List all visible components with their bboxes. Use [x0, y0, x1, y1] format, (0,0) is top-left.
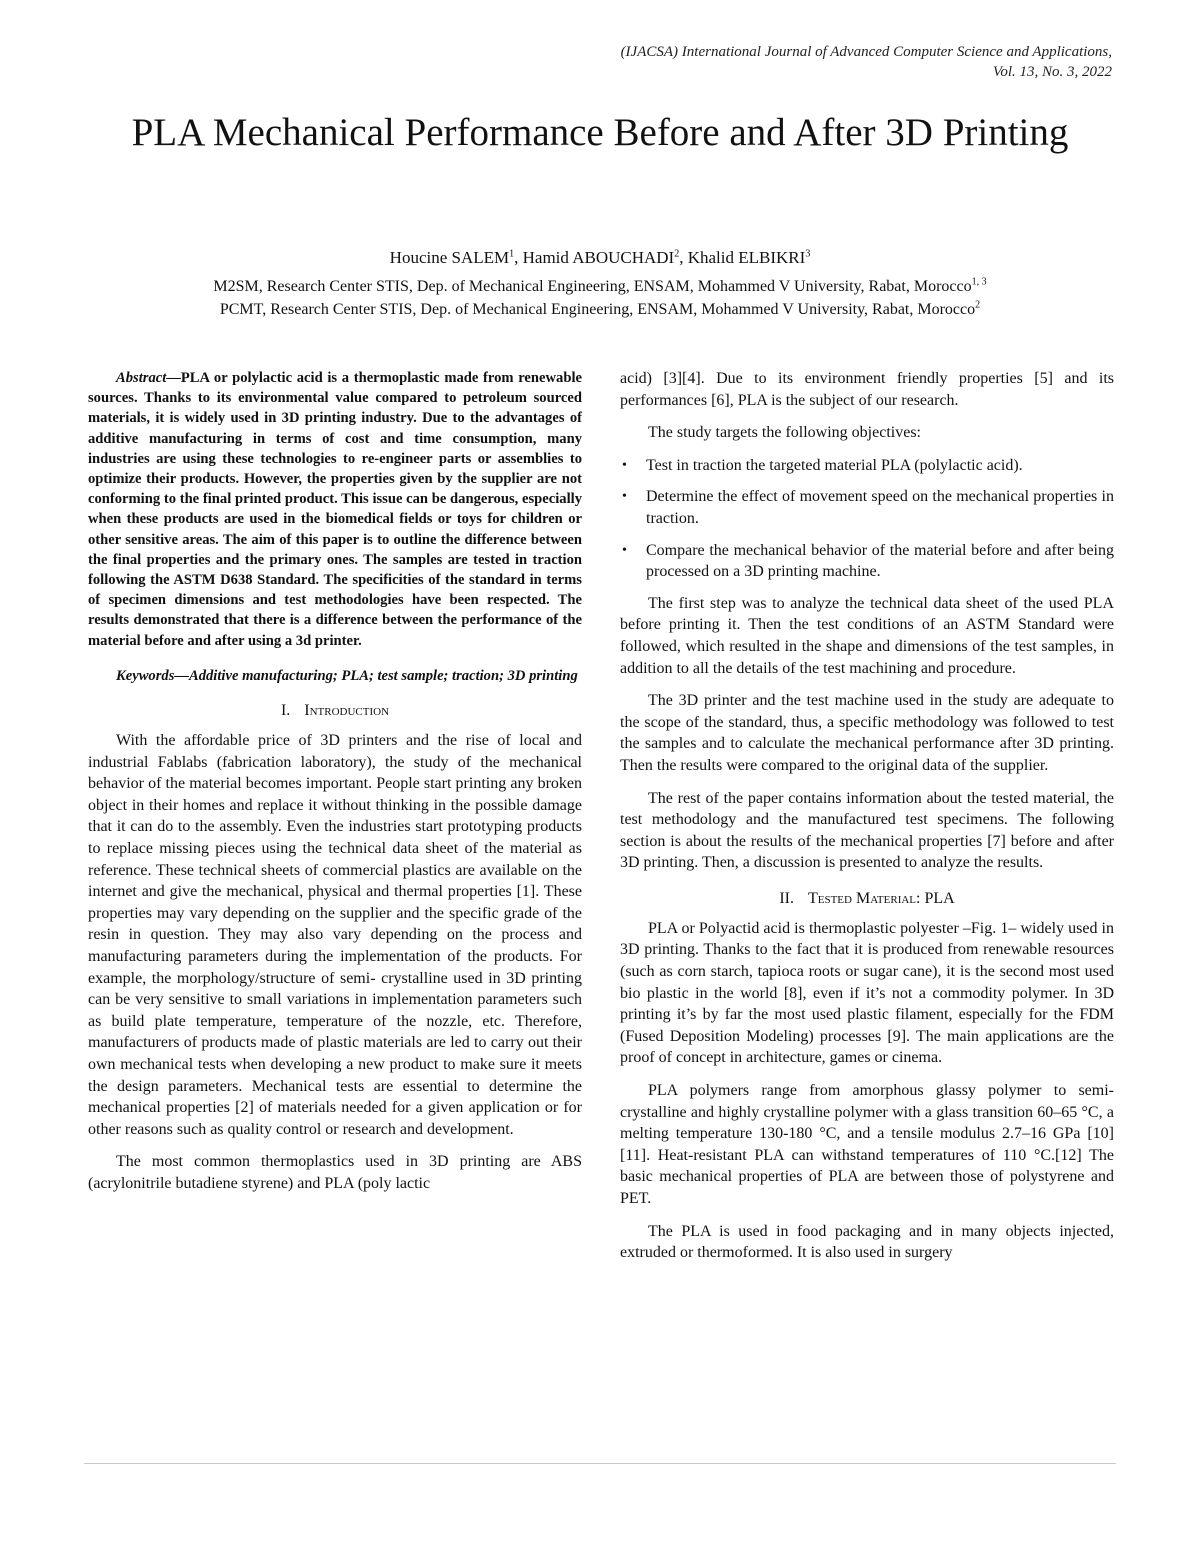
intro-paragraph-2-continued: acid) [3][4]. Due to its environment friendly properties [5] and its performances [6], PLA is the subject of our research.: [620, 370, 1114, 409]
author-list: [90, 246, 1110, 270]
intro-paragraph-5: The rest of the paper contains information about the tested material, the test methodology and the manufactured test specimens. The following section is about the results of the mechanical properties [7] before and after 3D printing. Then, a discussion is presented to analyze the results.: [620, 789, 1114, 872]
journal-name: (IJACSA) International Journal of Advanced Computer Science and Applications,: [620, 44, 1112, 60]
section-heading-introduction: [88, 700, 582, 722]
list-item: [620, 455, 1114, 477]
section-number: I.: [280, 702, 291, 720]
author-affiliation-mark: 1: [509, 248, 515, 260]
intro-paragraph-1: With the affordable price of 3D printers and the rise of local and industrial Fablabs (fabrication laboratory), the study of the mechanical behavior of the material becomes important. People start printing any broken object in their homes and replace it without thinking in the possible damage that it can do to the assembly. Even the industries start prototyping products to replace missing pieces using the technical data sheet of the material as reference. These technical sheets of commercial plastics are available on the internet and give the mechanical, physical and thermal properties [1]. These properties may vary depending on the supplier and the specific grade of the resin in question. They may also vary depending on the process and manufacturing parameters during the implementation of the products. For example, the morphology/structure of semi- crystalline used in 3D printing can be very sensitive to small variations in implementation parameters such as build plate temperature, temperature of the nozzle, etc. Therefore, manufacturers of products made of plastic materials are led to carry out their own mechanical tests when developing a new product to make sure it meets the design parameters. Mechanical tests are essential to determine the mechanical properties [2] of materials needed for a given application or for other reasons such as quality control or research and development.: [88, 732, 582, 1138]
author-name: Hamid ABOUCHADI: [522, 248, 675, 267]
material-paragraph-1: PLA or Polyactid acid is thermoplastic polyester –Fig. 1– widely used in 3D printing. Thanks to the fact that it is produced from renewable resources (such as corn starch, tapioca roots or sugar cane), it is the second most used bio plastic in the world [8], even if it’s not a commodity polymer. In 3D printing it’s by far the most used plastic filament, especially for the FDM (Fused Deposition Modeling) processes [9]. The main applications are the proof of concept in architecture, games or cinema.: [620, 919, 1114, 1067]
author-separator: ,: [514, 248, 523, 267]
left-column: [88, 368, 582, 1206]
abstract: [88, 368, 582, 651]
author-affiliation-mark: 3: [805, 248, 811, 260]
affiliation-1: [90, 276, 1110, 298]
list-item: [620, 486, 1114, 529]
keywords-text: Additive manufacturing; PLA; test sample; traction; 3D printing: [188, 667, 578, 684]
bullet-icon: •: [622, 489, 627, 505]
right-column: [620, 368, 1114, 1275]
intro-paragraph-3: The first step was to analyze the technical data sheet of the used PLA before printing it. Then the test conditions of an ASTM Standard were followed, which resulted in the shape and dimensions of the test samples, in addition to all the details of the test machining and procedure.: [620, 594, 1114, 677]
author-name: Houcine SALEM: [389, 248, 510, 267]
material-paragraph-2: PLA polymers range from amorphous glassy polymer to semi-crystalline and highly crystalline polymer with a glass transition 60–65 °C, a melting temperature 130-180 °C, and a tensile modulus 2.7–16 GPa [10][11]. Heat-resistant PLA can withstand temperatures of 110 °C.[12] The basic mechanical properties of PLA are between those of polystyrene and PET.: [620, 1082, 1114, 1207]
list-item-text: Test in traction the targeted material PLA (polylactic acid).: [646, 456, 1023, 474]
abstract-text: PLA or polylactic acid is a thermoplastic made from renewable sources. Thanks to its environmental value compared to petroleum sourced materials, it is widely used in 3D printing industry. Due to the advantages of additive manufacturing in terms of cost and time consumption, many industries are using these technologies to re-engineer parts or assemblies to optimize their products. However, the properties given by the supplier are not conforming to the final printed product. This issue can be dangerous, especially when these products are used in the biomedical fields or toys for children or other sensitive areas. The aim of this paper is to outline the difference between the final properties and the primary ones. The samples are tested in traction following the ASTM D638 Standard. The specificities of the standard in terms of specimen dimensions and test methodologies have been respected. The results demonstrated that there is a difference between the performance of the material before and after using a 3d printer.: [88, 370, 582, 649]
section-number: II.: [779, 889, 794, 907]
list-item-text: Compare the mechanical behavior of the material before and after being processed on a 3D printing machine.: [646, 541, 1114, 581]
keywords-dash: —: [174, 667, 189, 684]
objectives-list: [620, 455, 1114, 583]
abstract-label: Abstract: [116, 370, 167, 386]
intro-paragraph-2: The most common thermoplastics used in 3D printing are ABS (acrylonitrile butadiene styrene) and PLA (poly lactic: [88, 1153, 582, 1192]
author-name: Khalid ELBIKRI: [687, 248, 806, 267]
abstract-dash: —: [166, 370, 181, 386]
material-paragraph-3: The PLA is used in food packaging and in many objects injected, extruded or thermoformed. It is also used in surgery: [620, 1222, 1114, 1262]
section-heading-tested-material: [620, 888, 1114, 910]
journal-volume: Vol. 13, No. 3, 2022: [992, 64, 1112, 80]
intro-paragraph-4: The 3D printer and the test machine used in the study are adequate to the scope of the standard, thus, a specific methodology was followed to test the samples and to calculate the mechanical performance after 3D printing. Then the results were compared to the original data of the supplier.: [620, 692, 1114, 774]
affiliation-text: M2SM, Research Center STIS, Dep. of Mechanical Engineering, ENSAM, Mohammed V University, Rabat, Morocco: [213, 278, 972, 295]
affiliation-mark: 1, 3: [971, 276, 987, 288]
section-title: Tested Material: PLA: [807, 889, 955, 907]
author-separator: ,: [679, 248, 688, 267]
list-item: [620, 540, 1114, 583]
keywords-label: Keywords: [116, 667, 175, 684]
footer-divider: [84, 1463, 1116, 1464]
objectives-intro: The study targets the following objectives:: [648, 424, 921, 442]
affiliation-text: PCMT, Research Center STIS, Dep. of Mechanical Engineering, ENSAM, Mohammed V University, Rabat, Morocco: [219, 301, 976, 318]
section-title: Introduction: [304, 702, 390, 720]
keywords: [88, 666, 582, 686]
list-item-text: Determine the effect of movement speed on the mechanical properties in traction.: [646, 488, 1114, 527]
author-affiliation-mark: 2: [674, 248, 680, 260]
affiliation-mark: 2: [975, 299, 981, 311]
affiliation-2: [90, 299, 1110, 321]
bullet-icon: •: [622, 457, 627, 473]
bullet-icon: •: [622, 542, 627, 558]
journal-header: [412, 42, 1112, 82]
paper-title: PLA Mechanical Performance Before and After 3D Printing: [131, 111, 1069, 154]
